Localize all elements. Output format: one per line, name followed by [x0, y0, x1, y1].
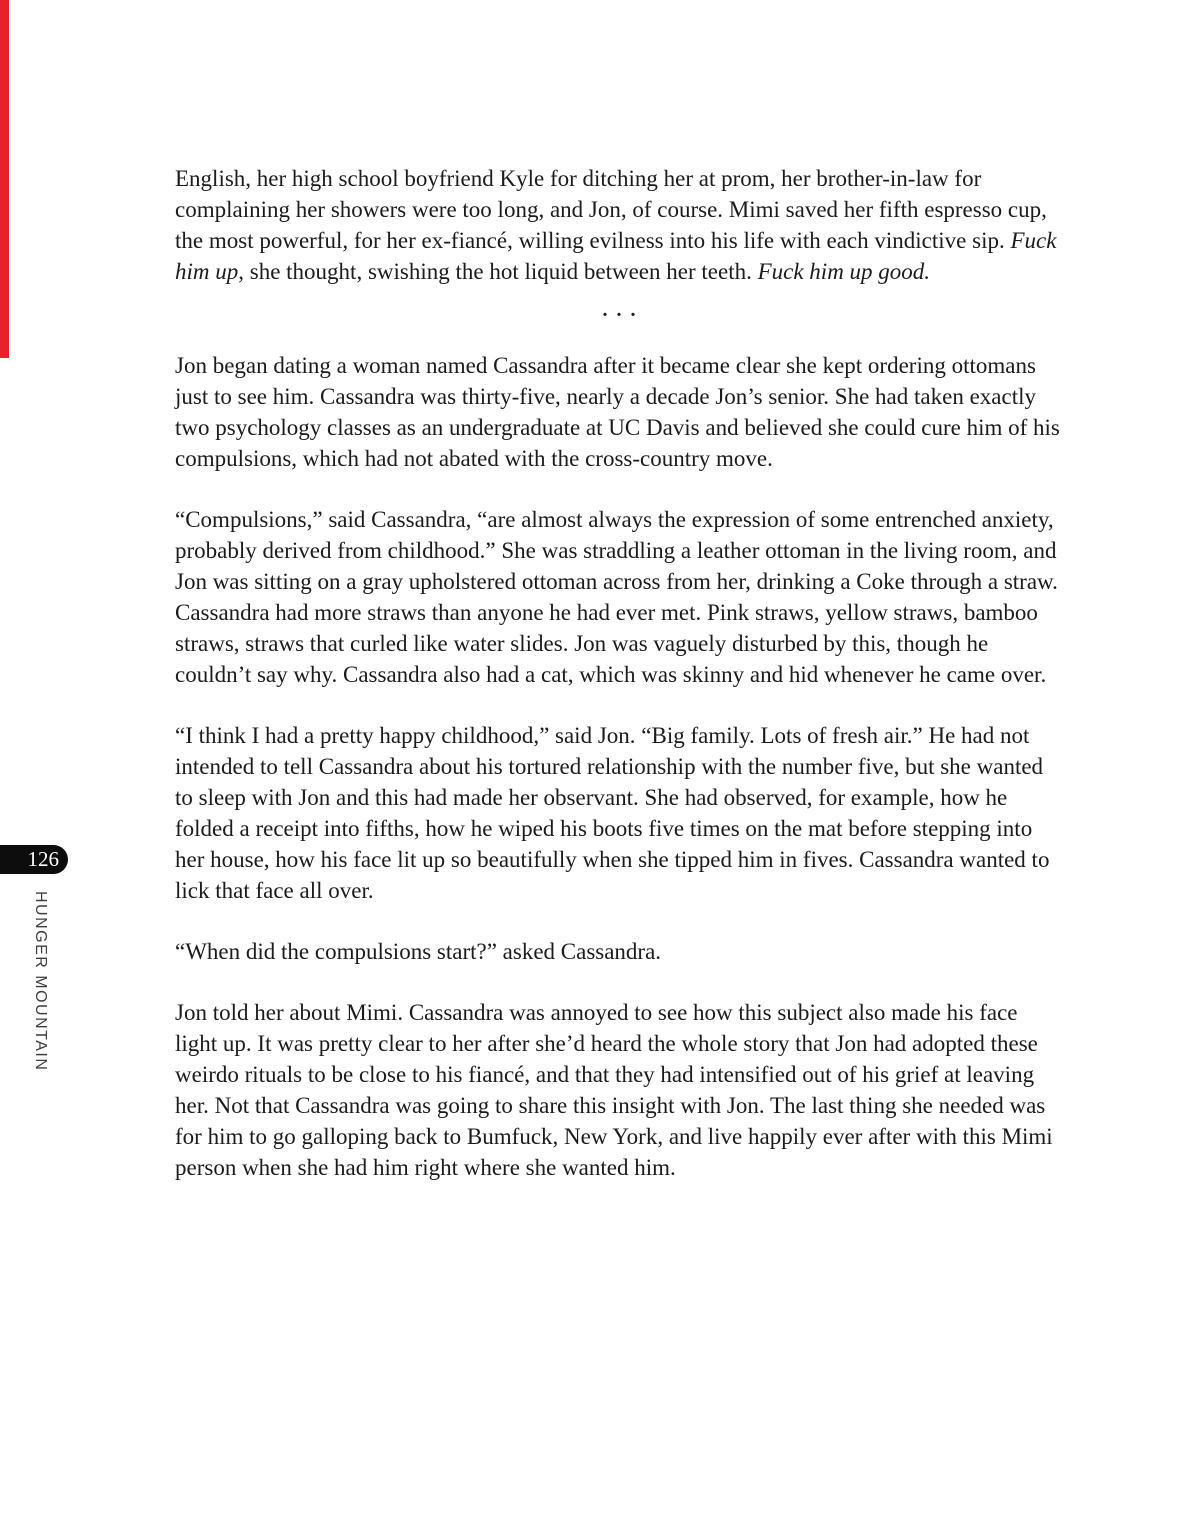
section-break: . . .	[602, 299, 638, 321]
paragraph	[175, 350, 1065, 474]
page-number-tab	[0, 845, 68, 874]
paragraph	[175, 163, 1065, 287]
journal-spine-label: HUNGER MOUNTAIN	[32, 891, 49, 1072]
body-text: English, her high school boyfriend Kyle for ditching her at prom, her brother-in-law for complaining her showers were too long, and Jon, of course. Mimi saved her fifth espresso cup, the most powerful, for her ex-fiancé, willing evilness into his life with each vindictive sip.	[175, 166, 1047, 253]
italic-text: Fuck him up	[175, 228, 1057, 284]
body-text: Jon began dating a woman named Cassandra after it became clear she kept ordering ottomans just to see him. Cassandra was thirty-five, nearly a decade Jon’s senior. She had taken exactly two psychology classes as an undergraduate at UC Davis and believed she could cure him of his compulsions, which had not abated with the cross-country move.	[175, 353, 1060, 471]
article-text	[175, 163, 1065, 1213]
paragraph	[175, 720, 1065, 906]
red-edge-bar	[0, 0, 9, 358]
body-text: “When did the compulsions start?” asked Cassandra.	[175, 939, 662, 964]
body-text: , she thought, swishing the hot liquid between her teeth.	[238, 259, 758, 284]
paragraph	[175, 936, 1065, 967]
page-number: 126	[27, 847, 59, 871]
body-text: “Compulsions,” said Cassandra, “are almost always the expression of some entrenched anxiety, probably derived from childhood.” She was straddling a leather ottoman in the living room, and Jon was sitting on a gray upholstered ottoman across from her, drinking a Coke through a straw. Cassandra had more straws than anyone he had ever met. Pink straws, yellow straws, bamboo straws, straws that curled like water slides. Jon was vaguely disturbed by this, though he couldn’t say why. Cassandra also had a cat, which was skinny and hid whenever he came over.	[175, 507, 1058, 687]
body-text: “I think I had a pretty happy childhood,” said Jon. “Big family. Lots of fresh air.” He had not intended to tell Cassandra about his tortured relationship with the number five, but she wanted to sleep with Jon and this had made her observant. She had observed, for example, how he folded a receipt into fifths, how he wiped his boots five times on the mat before stepping into her house, how his face lit up so beautifully when she tipped him in fives. Cassandra wanted to lick that face all over.	[175, 723, 1050, 903]
paragraph	[175, 997, 1065, 1183]
paragraph	[175, 504, 1065, 690]
italic-text: Fuck him up good.	[757, 259, 931, 284]
body-text: Jon told her about Mimi. Cassandra was annoyed to see how this subject also made his face light up. It was pretty clear to her after she’d heard the whole story that Jon had adopted these weirdo rituals to be close to his fiancé, and that they had intensified out of his grief at leaving her. Not that Cassandra was going to share this insight with Jon. The last thing she needed was for him to go galloping back to Bumfuck, New York, and live happily ever after with this Mimi person when she had him right where she wanted him.	[175, 1000, 1053, 1180]
